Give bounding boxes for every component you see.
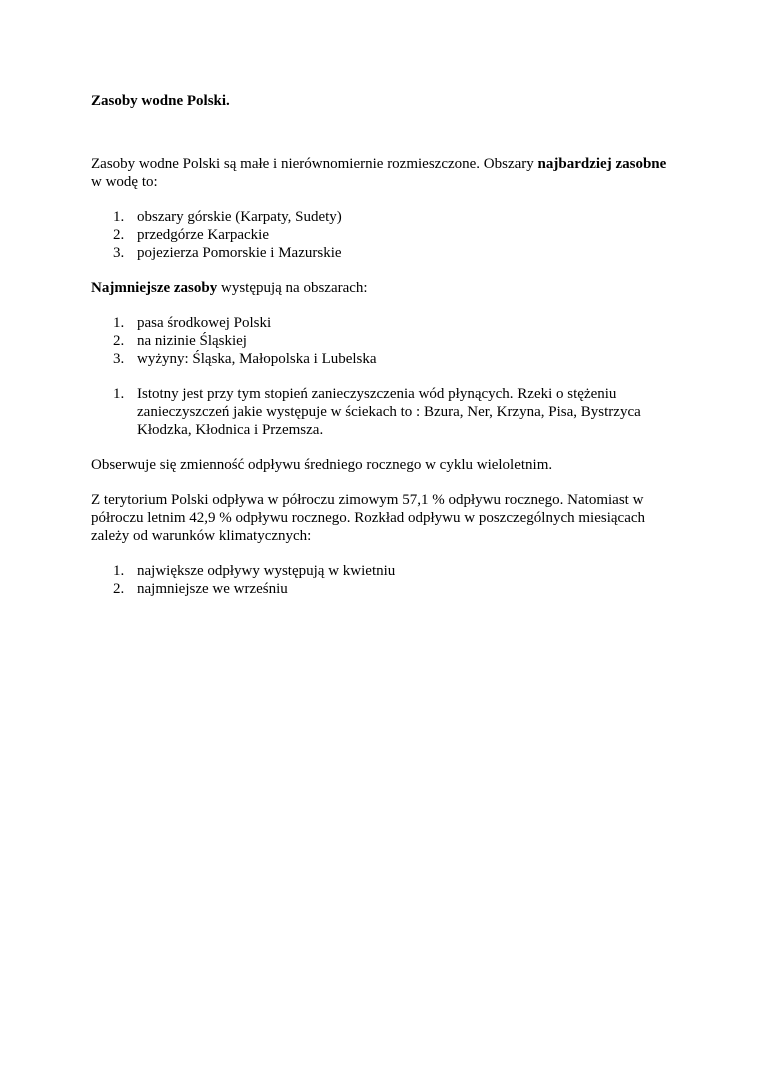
list-item-number: 1. bbox=[113, 386, 125, 402]
list-item-text: przedgórze Karpackie bbox=[137, 227, 269, 243]
list-item-number: 3. bbox=[113, 351, 125, 367]
list-item-text: pojezierza Pomorskie i Mazurskie bbox=[137, 245, 342, 261]
list-item-text: wyżyny: Śląska, Małopolska i Lubelska bbox=[137, 351, 377, 367]
list-item-number: 3. bbox=[113, 245, 125, 261]
list-item-number: 2. bbox=[113, 227, 125, 243]
least-text-after: występują na obszarach: bbox=[217, 280, 368, 296]
list-item-text: największe odpływy występują w kwietniu bbox=[137, 563, 396, 579]
document-page bbox=[91, 92, 671, 598]
intro-text-after: w wodę to: bbox=[91, 174, 158, 190]
list-item-text: pasa środkowej Polski bbox=[137, 315, 272, 331]
least-abundant-list bbox=[91, 314, 671, 368]
list-item-text: najmniejsze we wrześniu bbox=[137, 581, 288, 597]
least-resources-paragraph bbox=[91, 279, 671, 297]
intro-bold-phrase: najbardziej zasobne bbox=[537, 156, 667, 172]
pollution-list bbox=[91, 385, 671, 439]
intro-text-before: Zasoby wodne Polski są małe i nierównomiernie rozmieszczone. Obszary bbox=[91, 156, 538, 172]
list-item-number: 2. bbox=[113, 581, 125, 597]
monthly-outflow-list bbox=[91, 562, 671, 598]
list-item bbox=[91, 580, 671, 598]
list-item bbox=[91, 350, 671, 368]
list-item bbox=[91, 208, 671, 226]
list-item bbox=[91, 226, 671, 244]
list-item bbox=[91, 332, 671, 350]
list-item bbox=[91, 562, 671, 580]
outflow-paragraph: Z terytorium Polski odpływa w półroczu zimowym 57,1 % odpływu rocznego. Natomiast w półroczu letnim 42,9 % odpływu rocznego. Rozkład odpływu w poszczególnych miesiącach zależy od warunków klimatycznych: bbox=[91, 492, 646, 544]
list-item bbox=[91, 244, 671, 262]
list-item bbox=[91, 314, 671, 332]
variability-paragraph: Obserwuje się zmienność odpływu średniego rocznego w cyklu wieloletnim. bbox=[91, 457, 553, 473]
list-item-text: obszary górskie (Karpaty, Sudety) bbox=[137, 209, 342, 225]
list-item bbox=[91, 385, 671, 439]
intro-paragraph bbox=[91, 155, 671, 191]
list-item-text: Istotny jest przy tym stopień zanieczyszczenia wód płynących. Rzeki o stężeniu zanieczyszczeń jakie występuje w ściekach to : Bzura, Ner, Krzyna, Pisa, Bystrzyca Kłodzka, Kłodnica i Przemsza. bbox=[137, 386, 641, 438]
least-bold-phrase: Najmniejsze zasoby bbox=[91, 280, 218, 296]
document-title: Zasoby wodne Polski. bbox=[91, 93, 230, 109]
list-item-number: 1. bbox=[113, 315, 125, 331]
list-item-text: na nizinie Śląskiej bbox=[137, 333, 247, 349]
list-item-number: 2. bbox=[113, 333, 125, 349]
list-item-number: 1. bbox=[113, 209, 125, 225]
list-item-number: 1. bbox=[113, 563, 125, 579]
most-abundant-list bbox=[91, 208, 671, 262]
